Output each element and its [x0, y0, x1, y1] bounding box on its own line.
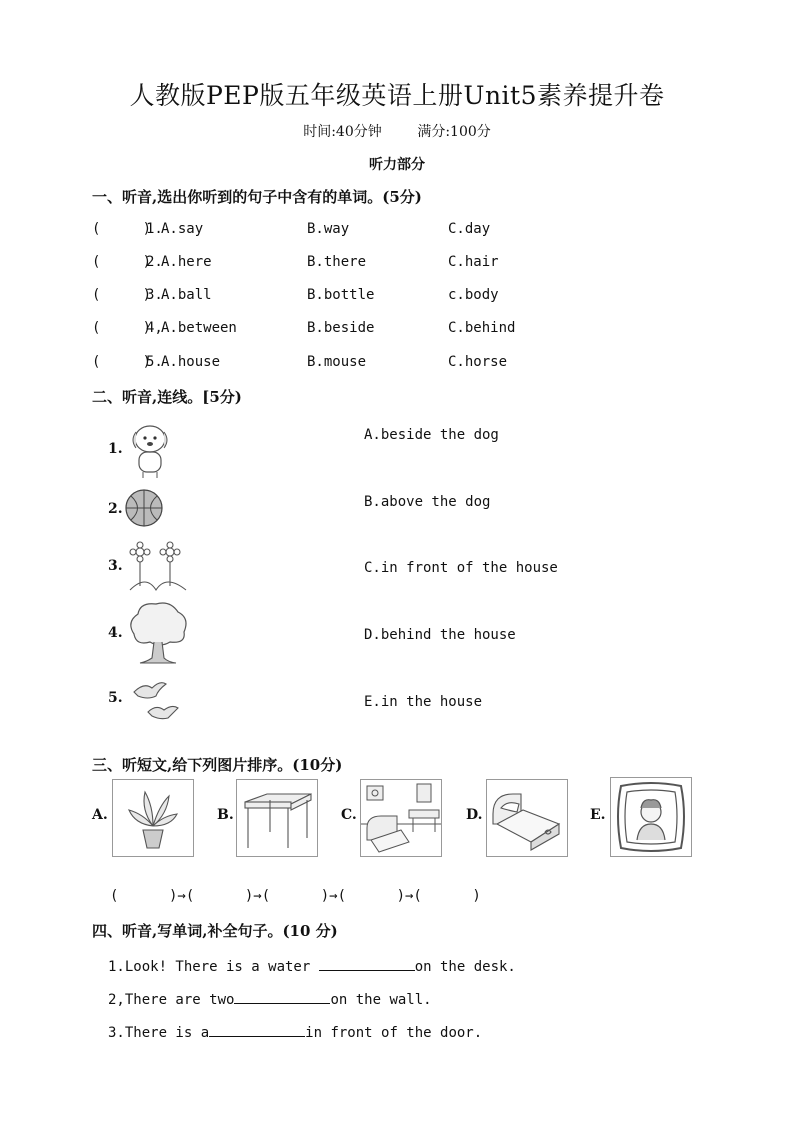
birds-picture	[126, 674, 186, 722]
question-number: 4,	[146, 320, 163, 336]
option-c: C.hair	[448, 254, 499, 270]
fill-sentence	[108, 989, 432, 1008]
question-number: 3.	[146, 287, 163, 303]
fill-sentence	[108, 956, 516, 975]
time-limit: 时间:40分钟	[303, 124, 382, 140]
option-a: A.here	[161, 254, 212, 270]
option-b: B.beside	[307, 320, 375, 336]
tree-picture	[126, 600, 190, 666]
section4-heading: 四、听音,写单词,补全句子。(10 分)	[92, 922, 338, 940]
match-option-d: D.behind the house	[364, 627, 516, 643]
picture-label-d: D.	[466, 807, 483, 823]
answer-bracket: ( )	[92, 221, 152, 237]
answer-blank[interactable]	[319, 956, 415, 971]
photo-picture	[610, 777, 692, 857]
question-number: 1.	[146, 221, 163, 237]
section3-heading: 三、听短文,给下列图片排序。(10分)	[92, 756, 343, 774]
bed-picture	[486, 779, 568, 857]
exam-info	[0, 121, 794, 141]
match-option-b: B.above the dog	[364, 494, 491, 510]
picture-label-c: C.	[341, 807, 357, 823]
section1-heading: 一、听音,选出你听到的句子中含有的单词。(5分)	[92, 188, 422, 206]
option-b: B.bottle	[307, 287, 375, 303]
question-number: 5.	[146, 354, 163, 370]
dog-picture	[126, 416, 174, 480]
bedroom-picture	[360, 779, 442, 857]
option-b: B.there	[307, 254, 367, 270]
match-number: 2.	[108, 501, 123, 517]
plant-picture	[112, 779, 194, 857]
sentence-text-before: 2,There are two	[108, 992, 235, 1008]
option-a: A.ball	[161, 287, 212, 303]
match-number: 1.	[108, 441, 123, 457]
page-title: 人教版PEP版五年级英语上册Unit5素养提升卷	[129, 81, 665, 110]
match-number: 4.	[108, 625, 123, 641]
sentence-text-after: in front of the door.	[305, 1025, 483, 1041]
option-c: C.day	[448, 221, 491, 237]
sentence-text-before: 3.There is a	[108, 1025, 210, 1041]
full-score: 满分:100分	[417, 124, 491, 140]
option-c: c.body	[448, 287, 499, 303]
answer-bracket: ( )	[92, 354, 152, 370]
option-c: C.behind	[448, 320, 516, 336]
option-b: B.way	[307, 221, 350, 237]
option-a: A.house	[161, 354, 221, 370]
answer-blank[interactable]	[234, 989, 330, 1004]
ball-picture	[124, 488, 164, 528]
table-picture	[236, 779, 318, 857]
picture-label-a: A.	[92, 807, 108, 823]
sentence-text-before: 1.Look! There is a water	[108, 959, 319, 975]
listening-part-title: 听力部分	[369, 157, 425, 173]
match-number: 5.	[108, 690, 123, 706]
question-number: 2.	[146, 254, 163, 270]
option-a: A.between	[161, 320, 237, 336]
answer-bracket: ( )	[92, 254, 152, 270]
option-a: A.say	[161, 221, 204, 237]
section2-heading: 二、听音,连线。[5分)	[92, 388, 242, 406]
answer-bracket: ( )	[92, 287, 152, 303]
match-option-a: A.beside the dog	[364, 427, 499, 443]
fill-sentence	[108, 1022, 482, 1041]
answer-blank[interactable]	[209, 1022, 305, 1037]
picture-label-e: E.	[590, 807, 606, 823]
sentence-text-after: on the desk.	[414, 959, 516, 975]
answer-bracket: ( )	[92, 320, 152, 336]
match-number: 3.	[108, 558, 123, 574]
order-answer-line: ( )→( )→( )→( )→( )	[110, 888, 481, 904]
option-c: C.horse	[448, 354, 508, 370]
match-option-c: C.in front of the house	[364, 560, 558, 576]
sentence-text-after: on the wall.	[330, 992, 432, 1008]
match-option-e: E.in the house	[364, 694, 483, 710]
option-b: B.mouse	[307, 354, 367, 370]
picture-label-b: B.	[217, 807, 234, 823]
flowers-picture	[126, 540, 192, 594]
